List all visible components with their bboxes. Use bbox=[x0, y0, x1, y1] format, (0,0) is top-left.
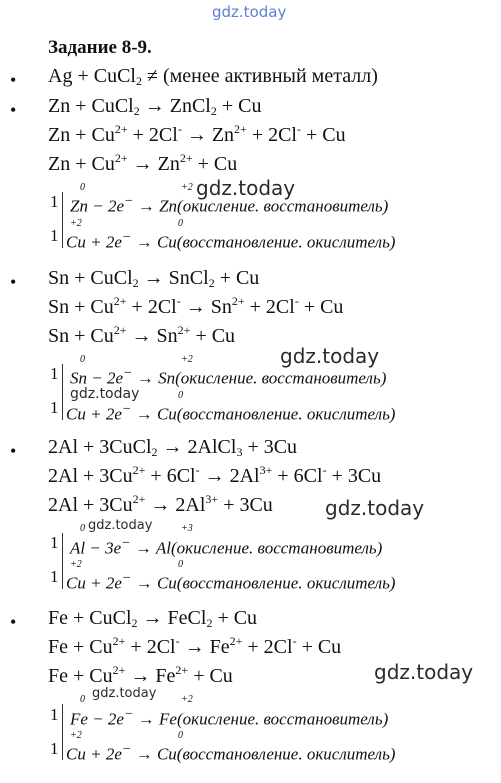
ox-zn-right: +2 bbox=[181, 182, 193, 193]
eq-zn-full-ionic: $Zn + Cu^{2+} + 2Cl^- \to Zn^{2+} + 2Cl^- + Cu$ bbox=[48, 122, 346, 146]
watermark-1: gdz.today bbox=[196, 176, 296, 200]
ox-cu-left-1: +2 bbox=[70, 218, 82, 229]
eq-zn-short-ionic: $Zn + Cu^{2+} \to Zn^{2+} + Cu$ bbox=[48, 151, 238, 175]
coef-zn-red: 1 bbox=[50, 226, 59, 245]
half-zn-oxidation: Zn − 2e− → Zn(окисление. восстановитель) bbox=[70, 193, 389, 216]
coef-al-red: 1 bbox=[50, 567, 59, 586]
bullet-al: • bbox=[10, 441, 17, 461]
half-cu-reduction-1: Cu + 2e− → Cu(восстановление. окислитель) bbox=[66, 229, 396, 252]
watermark-top: gdz.today bbox=[212, 3, 287, 21]
half-cu-reduction-4: Cu + 2e− → Cu(восстановление. окислитель) bbox=[66, 741, 396, 764]
watermark-4: gdz.today bbox=[325, 496, 425, 520]
ox-cu-right-3: 0 bbox=[178, 559, 183, 570]
ox-sn-left: 0 bbox=[80, 354, 85, 365]
bullet-sn: • bbox=[10, 272, 17, 292]
ox-fe-right: +2 bbox=[181, 694, 193, 705]
ox-al-left: 0 bbox=[80, 523, 85, 534]
coef-sn-red: 1 bbox=[50, 398, 59, 417]
eq-ag: Ag + CuCl$_2$ ≠ (менее активный металл) bbox=[48, 65, 378, 88]
watermark-5: gdz.today bbox=[88, 518, 153, 533]
ox-fe-left: 0 bbox=[80, 694, 85, 705]
watermark-3: gdz.today bbox=[70, 386, 140, 402]
ox-sn-right: +2 bbox=[181, 354, 193, 365]
ox-cu-left-3: +2 bbox=[70, 559, 82, 570]
coef-fe-red: 1 bbox=[50, 739, 59, 758]
bullet-zn: • bbox=[10, 100, 17, 120]
eq-sn-short-ionic: $Sn + Cu^{2+} \to Sn^{2+} + Cu$ bbox=[48, 323, 236, 347]
eq-fe-short-ionic: $Fe + Cu^{2+} \to Fe^{2+} + Cu$ bbox=[48, 663, 233, 687]
eq-al-molecular: 2Al + 3CuCl$_2$ → 2AlCl$_3$ + 3Cu bbox=[48, 436, 298, 459]
half-sn-oxidation: Sn − 2e− → Sn(окисление. восстановитель) bbox=[70, 365, 387, 388]
bracket-sn bbox=[62, 364, 63, 420]
eq-zn-molecular: Zn + CuCl$_2$ → ZnCl$_2$ + Cu bbox=[48, 95, 262, 118]
bullet-ag: • bbox=[10, 70, 17, 90]
eq-fe-molecular: Fe + CuCl$_2$ → FeCl$_2$ + Cu bbox=[48, 607, 258, 630]
watermark-2: gdz.today bbox=[280, 344, 380, 368]
bracket-al bbox=[62, 533, 63, 589]
half-al-oxidation: Al − 3e− → Al(окисление. восстановитель) bbox=[70, 535, 383, 558]
watermark-7: gdz.today bbox=[92, 686, 157, 701]
ox-cu-right-1: 0 bbox=[178, 218, 183, 229]
eq-al-short-ionic: $2Al + 3Cu^{2+} \to 2Al^{3+} + 3Cu$ bbox=[48, 492, 273, 516]
eq-sn-full-ionic: $Sn + Cu^{2+} + 2Cl^- \to Sn^{2+} + 2Cl^- + Cu$ bbox=[48, 294, 344, 318]
eq-al-full-ionic: $2Al + 3Cu^{2+} + 6Cl^- \to 2Al^{3+} + 6Cl^- + 3Cu$ bbox=[48, 463, 382, 487]
half-cu-reduction-3: Cu + 2e− → Cu(восстановление. окислитель) bbox=[66, 570, 396, 593]
ox-cu-right-4: 0 bbox=[178, 730, 183, 741]
bracket-zn bbox=[62, 192, 63, 248]
watermark-6: gdz.today bbox=[374, 660, 474, 684]
ox-al-right: +3 bbox=[181, 523, 193, 534]
half-fe-oxidation: Fe − 2e− → Fe(окисление. восстановитель) bbox=[70, 706, 389, 729]
ox-cu-right-2: 0 bbox=[178, 390, 183, 401]
eq-sn-molecular: Sn + CuCl$_2$ → SnCl$_2$ + Cu bbox=[48, 267, 260, 290]
bracket-fe bbox=[62, 704, 63, 760]
half-cu-reduction-2: Cu + 2e− → Cu(восстановление. окислитель) bbox=[66, 401, 396, 424]
bullet-fe: • bbox=[10, 612, 17, 632]
coef-al-ox: 1 bbox=[50, 533, 59, 552]
task-title: Задание 8-9. bbox=[48, 37, 152, 58]
ox-cu-left-4: +2 bbox=[70, 730, 82, 741]
coef-fe-ox: 1 bbox=[50, 705, 59, 724]
ox-zn-left: 0 bbox=[80, 182, 85, 193]
coef-sn-ox: 1 bbox=[50, 364, 59, 383]
coef-zn-ox: 1 bbox=[50, 192, 59, 211]
eq-fe-full-ionic: $Fe + Cu^{2+} + 2Cl^- \to Fe^{2+} + 2Cl^- + Cu$ bbox=[48, 634, 342, 658]
